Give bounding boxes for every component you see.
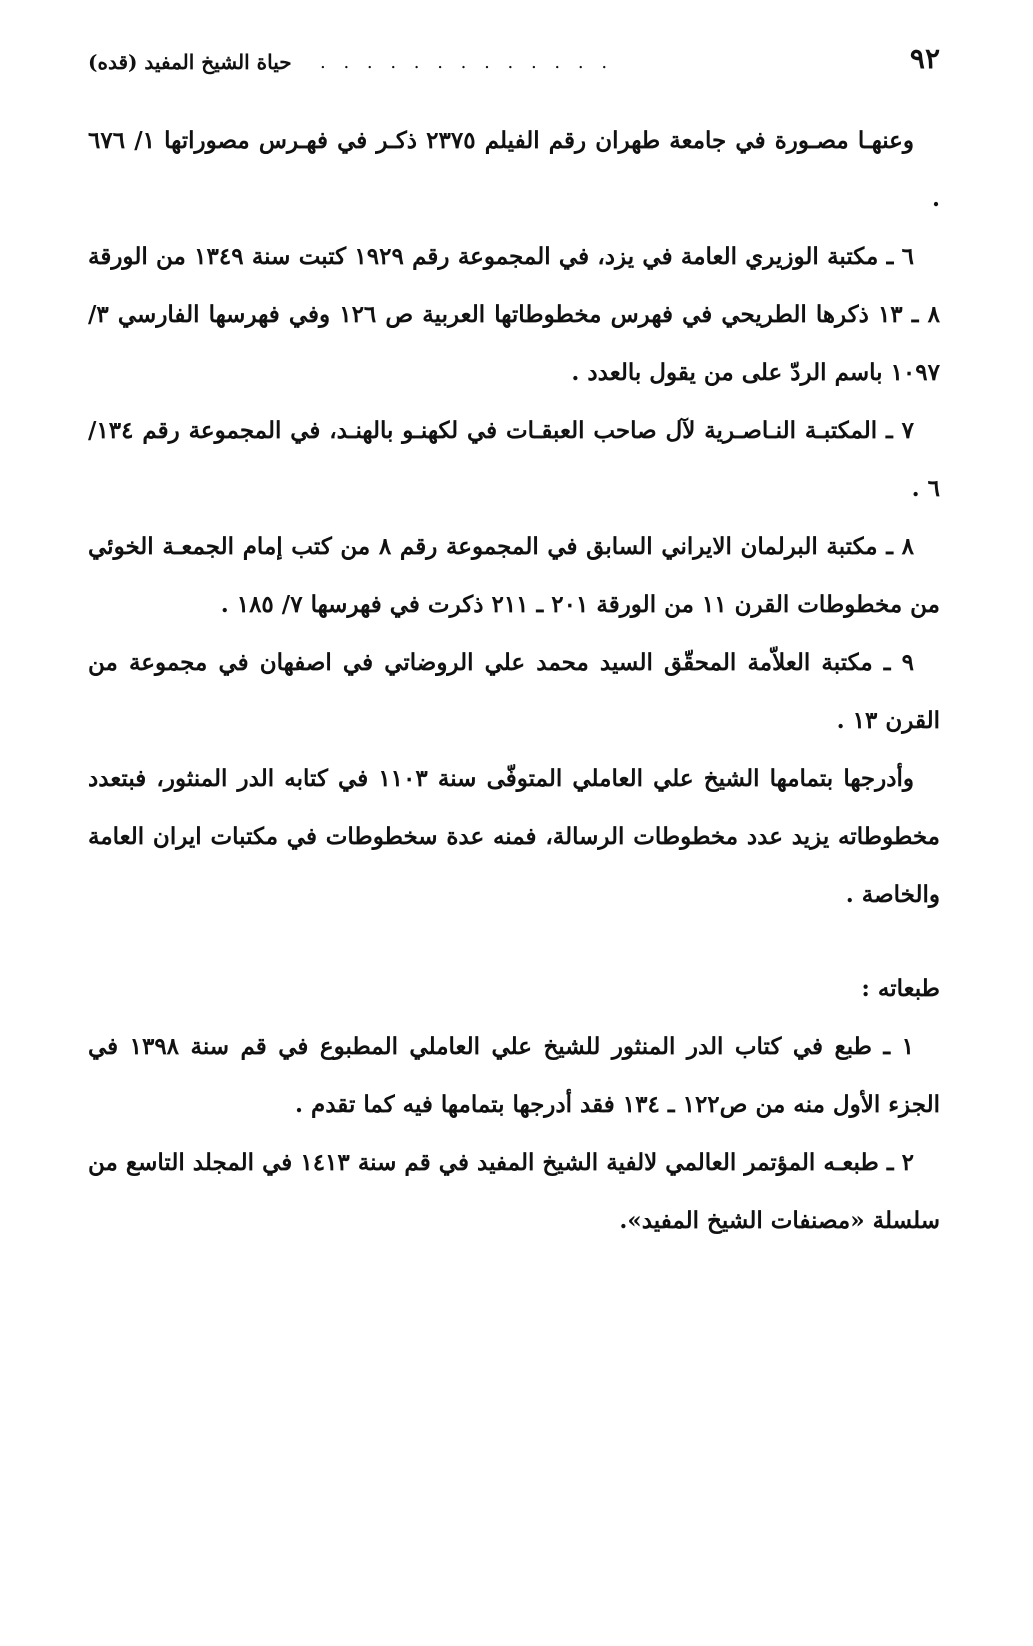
paragraph-al-durr-al-manthur: وأدرجها بتمامها الشيخ علي العاملي المتوفّى سنة ١١٠٣ في كتابه الدر المنثور، فبتعدد مخطوطاته يزيد عدد مخطوطات الرسالة، فمنه عدة سخطوطات في مكتبات ايران العامة والخاصة . (88, 765, 940, 908)
section-heading-editions: طبعاته : (861, 975, 940, 1002)
section-spacer (88, 924, 940, 960)
paragraph-item-9: ٩ ـ مكتبة العلاّمة المحقّق السيد محمد علي الروضاتي في اصفهان في مجموعة من القرن ١٣ . (88, 649, 940, 734)
page-header (88, 42, 940, 82)
paragraph-item-8: ٨ ـ مكتبة البرلمان الايراني السابق في المجموعة رقم ٨ من كتب إمام الجمعـة الخوئي من مخطوطات القرن ١١ من الورقة ٢٠١ ـ ٢١١ ذكرت في فهرسها ٧/ ١٨٥ . (88, 533, 940, 618)
running-title: حياة الشيخ المفيد (قده) (88, 50, 292, 74)
main-text (88, 112, 940, 1250)
paragraph-edition-1: ١ ـ طبع في كتاب الدر المنثور للشيخ علي العاملي المطبوع في قم سنة ١٣٩٨ في الجزء الأول منه من ص١٢٢ ـ ١٣٤ فقد أدرجها بتمامها فيه كما تقدم . (88, 1033, 940, 1118)
paragraph-tehran-copy: وعنهـا مصـورة في جامعة طهران رقم الفيلم ٢٣٧٥ ذكـر في فهـرس مصوراتها ١/ ٦٧٦ . (88, 127, 940, 212)
paragraph-item-7: ٧ ـ المكتبـة النـاصـرية لآل صاحب العبقـات في لكهنـو بالهنـد، في المجموعة رقم ١٣٤/ ٦ . (88, 417, 940, 502)
page-number: ٩٢ (909, 42, 940, 75)
paragraph-edition-2: ٢ ـ طبعـه المؤتمر العالمي لالفية الشيخ المفيد في قم سنة ١٤١٣ في المجلد التاسع من سلسلة «مصنفات الشيخ المفيد». (88, 1149, 940, 1234)
paragraph-item-6: ٦ ـ مكتبة الوزيري العامة في يزد، في المجموعة رقم ١٩٢٩ كتبت سنة ١٣٤٩ من الورقة ٨ ـ ١٣ ذكرها الطريحي في فهرس مخطوطاتها العربية ص ١٢٦ وفي فهرسها الفارسي ٣/ ١٠٩٧ باسم الردّ على من يقول بالعدد . (88, 243, 940, 386)
leader-dots: . . . . . . . . . . . . . (320, 52, 614, 73)
